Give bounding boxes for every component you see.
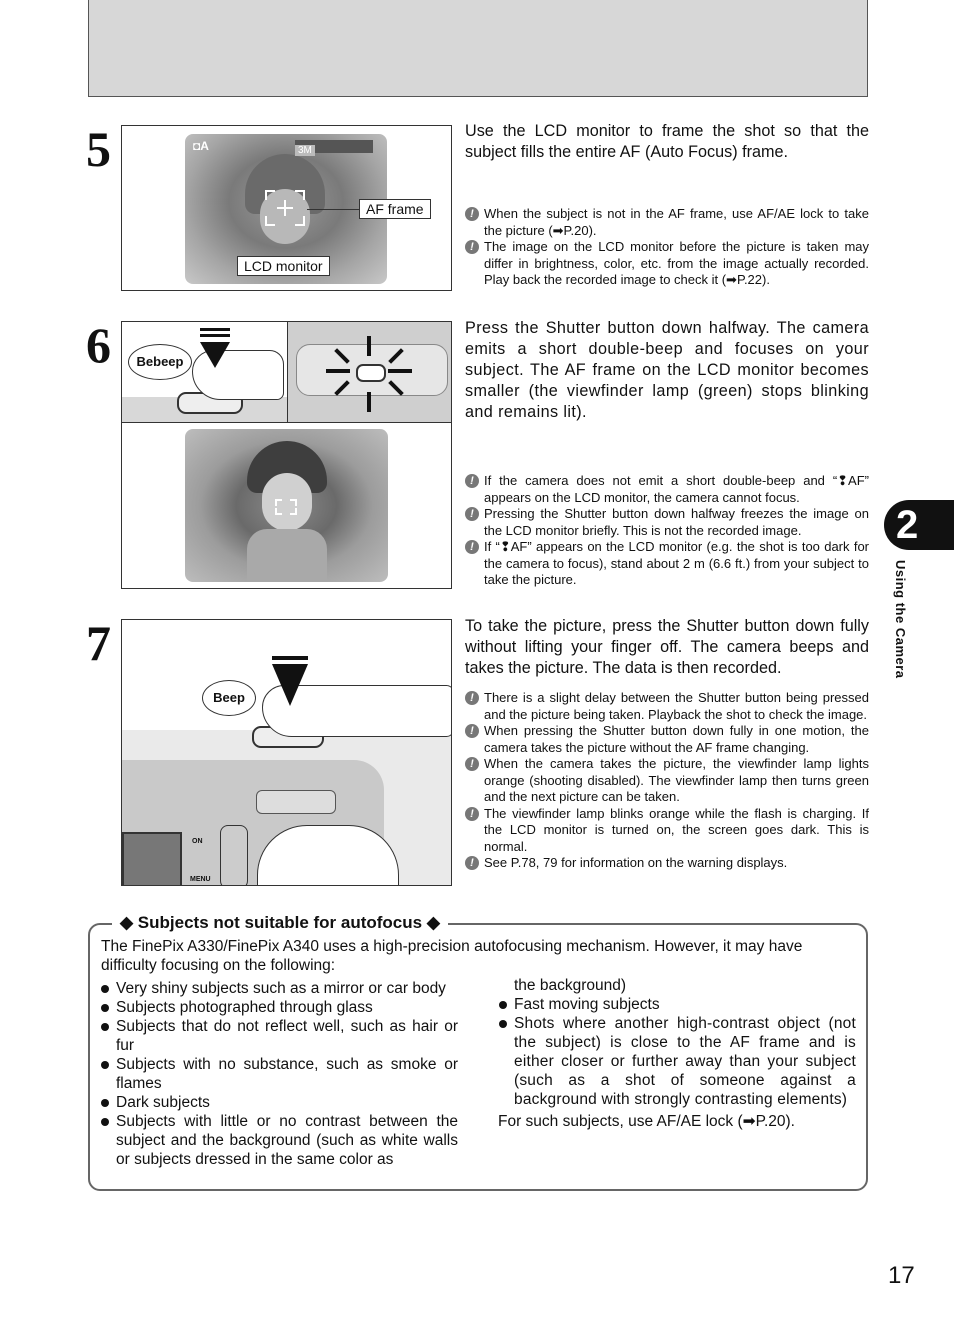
note-item: ! The image on the LCD monitor before the picture is taken may differ in brightness, color, etc. from the image actually recorded. Play back the recorded image to check it (➡P.22). [465, 239, 869, 289]
list-item: Fast moving subjects [498, 995, 856, 1014]
header-banner [88, 0, 868, 97]
shutter-half-press-illustration [122, 322, 288, 423]
beep-bubble: Beep [202, 680, 256, 716]
list-item: Subjects that do not reflect well, such as hair or fur [100, 1017, 458, 1055]
af-frame-label: AF frame [359, 199, 431, 219]
list-item: Subjects photographed through glass [100, 998, 458, 1017]
mode-switch [256, 790, 336, 814]
step-number-6: 6 [86, 317, 111, 373]
af-frame-marker [265, 190, 305, 226]
page-number: 17 [888, 1262, 915, 1289]
note-item: ! When pressing the Shutter button down fully in one motion, the camera takes the picture without the AF frame changing. [465, 723, 869, 756]
list-item: Very shiny subjects such as a mirror or car body [100, 979, 458, 998]
bebeep-bubble: Bebeep [128, 344, 192, 380]
menu-button-label: MENU [190, 876, 211, 883]
list-item: Subjects with little or no contrast between the subject and the background (such as white walls or subjects dressed in the same color as [100, 1112, 458, 1169]
side-button [220, 825, 248, 886]
viewfinder-lamp [356, 364, 386, 382]
box-title: ◆ Subjects not suitable for autofocus ◆ [112, 913, 448, 933]
note-item: ! If the camera does not emit a short double-beep and “❢AF” appears on the LCD monitor, the camera cannot focus. [465, 473, 869, 506]
thumb [257, 825, 399, 886]
note-item: ! If “❢AF” appears on the LCD monitor (e.g. the shot is too dark for the camera to focus), stand about 2 m (6.6 ft.) from your subject to take the picture. [465, 539, 869, 589]
caution-icon: ! [465, 757, 479, 771]
press-arrow-icon [272, 664, 308, 706]
list-item: Subjects with no substance, such as smoke or flames [100, 1055, 458, 1093]
caution-icon: ! [465, 207, 479, 221]
lcd-info-bar [295, 140, 373, 156]
step7-notes [465, 690, 869, 872]
shooting-mode-indicator: ◘A [193, 139, 209, 153]
subject-body [247, 529, 327, 582]
step5-notes [465, 206, 869, 289]
caution-icon: ! [465, 691, 479, 705]
lcd-monitor-label: LCD monitor [237, 256, 330, 276]
note-item: ! When the subject is not in the AF frame, use AF/AE lock to take the picture (➡P.20). [465, 206, 869, 239]
step-number-7: 7 [86, 615, 111, 671]
note-item: ! There is a slight delay between the Shutter button being pressed and the picture being taken. Playback the shot to check the image. [465, 690, 869, 723]
chapter-tab: 2 [884, 500, 954, 550]
box-right-list [498, 976, 856, 1131]
caution-icon: ! [465, 807, 479, 821]
lcd-monitor [122, 832, 182, 886]
af-frame-small [275, 499, 297, 515]
step6-figure [121, 321, 452, 589]
step5-figure [121, 125, 452, 291]
caution-icon: ! [465, 474, 479, 488]
lcd-screen-image-focused [185, 429, 388, 582]
list-item: Shots where another high-contrast object (not the subject) is close to the AF frame and is either closer or further away than your subject (such as a shot of someone against a background with strongly contrasting elements) [498, 1014, 856, 1109]
step5-instruction: Use the LCD monitor to frame the shot so that the subject fills the entire AF (Auto Focus) frame. [465, 122, 869, 161]
caution-icon: ! [465, 240, 479, 254]
caution-icon: ! [465, 507, 479, 521]
box-left-list [100, 979, 458, 1169]
step-number-5: 5 [86, 121, 111, 177]
note-item: ! The viewfinder lamp blinks orange while the flash is charging. If the LCD monitor is turned on, the screen goes dark. This is normal. [465, 806, 869, 856]
note-item: ! Pressing the Shutter button down halfway freezes the image on the LCD monitor briefly. This is not the recorded image. [465, 506, 869, 539]
step6-instruction: Press the Shutter button down halfway. The camera emits a short double-beep and focuses on your subject. The AF frame on the LCD monitor becomes smaller (the viewfinder lamp (green) stops blinking and remains lit). [465, 319, 869, 421]
af-frame-leader [307, 209, 360, 210]
on-button-label: ON [192, 838, 203, 845]
step7-figure [121, 619, 452, 886]
note-item: ! See P.78, 79 for information on the warning displays. [465, 855, 869, 872]
note-item: ! When the camera takes the picture, the viewfinder lamp lights orange (shooting disabled). The viewfinder lamp then turns green and the next picture can be taken. [465, 756, 869, 806]
image-size-indicator: 3M [295, 145, 315, 156]
caution-icon: ! [465, 724, 479, 738]
list-item: Dark subjects [100, 1093, 458, 1112]
box-footer: For such subjects, use AF/AE lock (➡P.20). [498, 1113, 795, 1130]
chapter-title: Using the Camera [893, 560, 908, 679]
box-intro: The FinePix A330/FinePix A340 uses a high-precision autofocusing mechanism. However, it may have difficulty focusing on the following: [101, 938, 803, 974]
viewfinder-lamp-illustration [288, 322, 452, 423]
caution-icon: ! [465, 540, 479, 554]
step7-instruction: To take the picture, press the Shutter button down fully without lifting your finger off. The camera beeps and takes the picture. The data is then recorded. [465, 617, 869, 677]
list-item-continuation: the background) [514, 977, 627, 994]
step6-notes [465, 473, 869, 589]
press-arrow-icon [200, 342, 230, 368]
caution-icon: ! [465, 856, 479, 870]
